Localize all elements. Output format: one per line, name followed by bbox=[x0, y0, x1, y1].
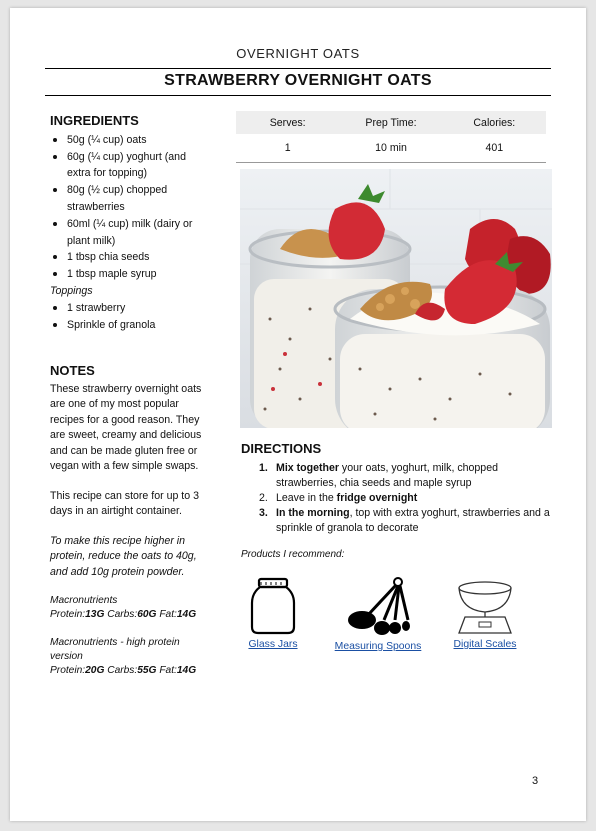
ingredients-list bbox=[50, 132, 210, 283]
ingredient-item: 60g (¼ cup) yoghurt (and extra for topping) bbox=[50, 149, 210, 183]
macros-values bbox=[50, 664, 210, 678]
carbs-label: Carbs: bbox=[104, 665, 138, 676]
recipe-photo bbox=[240, 169, 552, 428]
measuring-spoons-link[interactable]: Measuring Spoons bbox=[334, 641, 422, 652]
notes-section bbox=[50, 363, 210, 678]
ingredients-section bbox=[50, 113, 210, 333]
protein-label: Protein: bbox=[50, 665, 86, 676]
topping-item: Sprinkle of granola bbox=[50, 317, 210, 334]
jar-icon bbox=[249, 576, 297, 636]
serves-header: Serves: bbox=[269, 116, 306, 129]
macros-standard bbox=[50, 594, 210, 622]
protein-value: 13G bbox=[85, 609, 105, 620]
info-header-row bbox=[236, 111, 546, 134]
prep-time-header: Prep Time: bbox=[365, 116, 417, 129]
ingredient-item: 1 tbsp maple syrup bbox=[50, 266, 210, 283]
info-values-row bbox=[236, 134, 546, 163]
directions-heading: DIRECTIONS bbox=[241, 441, 322, 456]
step-number: 1. bbox=[259, 462, 268, 474]
prep-time-value: 10 min bbox=[375, 142, 407, 154]
glass-jars-link[interactable]: Glass Jars bbox=[248, 639, 298, 650]
products-label: Products I recommend: bbox=[241, 549, 345, 560]
ingredient-item: 60ml (¼ cup) milk (dairy or plant milk) bbox=[50, 216, 210, 250]
notes-paragraph: This recipe can store for up to 3 days in an airtight container. bbox=[50, 489, 199, 517]
toppings-list bbox=[50, 300, 210, 334]
fat-label: Fat: bbox=[156, 665, 177, 676]
product-measuring-spoons bbox=[328, 576, 428, 652]
overnight-oats-jars-image bbox=[240, 169, 552, 428]
recipe-page bbox=[10, 8, 586, 821]
step-text: , top with extra yoghurt, strawberries and a sprinkle of granola to decorate bbox=[276, 507, 550, 534]
macros-title: Macronutrients bbox=[50, 595, 118, 606]
directions-section bbox=[241, 441, 551, 536]
protein-label: Protein: bbox=[50, 609, 86, 620]
page-number: 3 bbox=[532, 775, 539, 787]
recipe-title: STRAWBERRY OVERNIGHT OATS bbox=[164, 72, 432, 89]
calories-header: Calories: bbox=[473, 116, 516, 129]
step-bold: In the morning bbox=[276, 507, 350, 519]
step-bold: fridge overnight bbox=[336, 492, 418, 504]
product-glass-jars bbox=[246, 576, 300, 650]
ingredients-heading: INGREDIENTS bbox=[50, 113, 139, 128]
protein-value: 20G bbox=[85, 665, 105, 676]
series-title: OVERNIGHT OATS bbox=[236, 46, 360, 61]
notes-paragraph: These strawberry overnight oats are one of my most popular recipes for a good reason. They are sweet, creamy and delicious and can be made gluten free or vegan with a few simple swaps. bbox=[50, 382, 202, 472]
calories-value: 401 bbox=[485, 142, 504, 154]
macros-values bbox=[50, 608, 210, 622]
toppings-label: Toppings bbox=[50, 284, 93, 297]
step-number: 3. bbox=[259, 507, 268, 519]
directions-list bbox=[241, 461, 551, 536]
direction-step bbox=[241, 461, 551, 491]
fat-value: 14G bbox=[176, 609, 197, 620]
direction-step bbox=[241, 506, 551, 536]
product-digital-scales bbox=[450, 576, 520, 650]
divider bbox=[45, 68, 551, 69]
recipe-info-table bbox=[236, 111, 546, 163]
macros-high-protein bbox=[50, 636, 210, 678]
carbs-label: Carbs: bbox=[104, 609, 138, 620]
serves-value: 1 bbox=[284, 142, 291, 154]
measuring-spoons-icon bbox=[346, 576, 410, 638]
divider bbox=[45, 95, 551, 96]
ingredient-item: 50g (¼ cup) oats bbox=[50, 132, 210, 149]
carbs-value: 55G bbox=[137, 665, 157, 676]
step-text: Leave in the bbox=[276, 492, 337, 504]
ingredient-item: 1 tbsp chia seeds bbox=[50, 249, 210, 266]
notes-heading: NOTES bbox=[50, 363, 95, 378]
ingredient-item: 80g (½ cup) chopped strawberries bbox=[50, 182, 210, 216]
macros-title: Macronutrients - high protein version bbox=[50, 637, 180, 662]
carbs-value: 60G bbox=[137, 609, 157, 620]
step-bold: Mix together bbox=[276, 462, 339, 474]
fat-value: 14G bbox=[176, 665, 197, 676]
direction-step bbox=[241, 491, 551, 506]
fat-label: Fat: bbox=[156, 609, 177, 620]
digital-scales-link[interactable]: Digital Scales bbox=[453, 639, 517, 650]
step-number: 2. bbox=[259, 492, 268, 504]
step-text: your oats, yoghurt, milk, chopped strawberries, chia seeds and maple syrup bbox=[276, 462, 498, 489]
topping-item: 1 strawberry bbox=[50, 300, 210, 317]
notes-protein-tip: To make this recipe higher in protein, reduce the oats to 40g, and add 10g protein powder. bbox=[50, 534, 197, 578]
scale-icon bbox=[455, 576, 515, 636]
